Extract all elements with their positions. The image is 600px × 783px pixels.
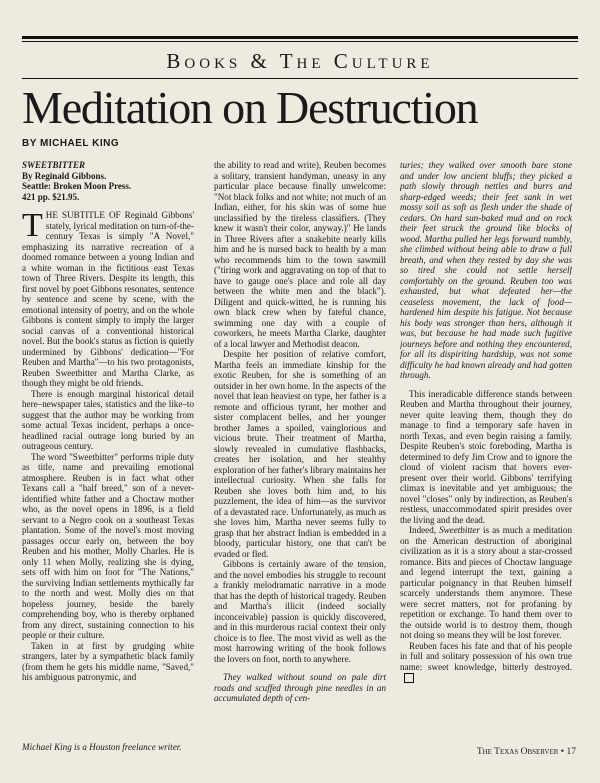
column-2 [214,160,386,750]
paragraph-text: is as much a meditation on the American destruction of aboriginal civilization as it is a story about a star-crossed romance. Bits and pieces of Choctaw language and legend interrupt the text, gaining a particular poignancy in that Reuben himself scarcely understands them anymore. These were secret matters, not for profaning by repetition or exchange. To hand them over to the outside world is to destroy them, though not doing so means they will be lost forever. [400,525,572,640]
section-rule [22,78,578,79]
paragraph-text: HE SUBTITLE OF Reginald Gibbons' stately, lyrical meditation on turn-of-the-century Texas is simply "A Novel," emphasizing its narrative recreation of a doomed romance between a young Indian and a white woman in the fictitious east Texas town of Three Rivers. Despite its length, this first novel by poet Gibbons resonates, sentence by sentence and scene by scene, with the emotional intensity of poetry, and on the whole Gibbons is content simply to imply the larger social canvas of a conventional historical novel. But the book's status as fiction is quietly undermined by Gibbons' dedication—"For Reuben and Martha"—to his two protagonists, Reuben Sweetbitter and Martha Clarke, as though they might be old friends. [22,210,194,388]
drop-cap: T [22,207,43,244]
book-author: By Reginald Gibbons. [22,170,107,181]
paragraph: Taken in at first by grudging white strangers, later by a sympathetic black family (from them he gets his middle name, "Saved," his ambiguous patronymic, and [22,640,194,682]
book-title: SWEETBITTER [22,160,86,170]
block-quote-continued: turies; they walked over smooth bare stone and under low ancient bluffs; they picked a path slowly through nettles and burrs and sharp-edged weeds; their feet sank in wet mossy soil as soft as flesh under the shade of cedars. On hard sun-baked mud and on rock their feet struck the ground like blocks of wood. Martha pulled her legs forward numbly, she climbed without being able to draw a full breath, and when they rested by day she was so tired she could not settle herself comfortably on the ground. Reuben too was exhausted, but what defeated her—the ceaseless movement, the lack of food—hardened him despite his fatigue. Not because his body was stronger than hers, although it was, but because he had made such fugitive journeys before and nothing they encountered, for all its dispiriting hardship, was not some difficulty he had known already and had gotten through. [400,160,572,380]
book-publisher: Seattle: Broken Moon Press. [22,181,132,191]
column-1 [22,160,194,750]
paragraph: This ineradicable difference stands between Reuben and Martha throughout their journey, never quite leaving them, though they do manage to find a temporary safe haven in north Texas, and even begin raising a family. Despite Reuben's stoic foreboding, Martha is determined to defy Jim Crow and to ignore the cloud of violent racism that hovers ever-present over their world. Gibbons' terrifying climax is inevitable and yet ambiguous; the novel "closes" only by indirection, as Reuben's restless, unaccommodated spirit presides over the living and the dead. [400,388,572,525]
spacer [214,664,386,672]
book-title-inline: Sweetbitter [439,525,480,535]
paragraph: Gibbons is certainly aware of the tension, and the novel embodies his struggle to recount a frankly melodramatic narrative in a mode that has the depth of historical tragedy. Reuben and Martha's illicit (indeed socially inconceivable) passion is quickly discovered, and in this murderous racial context their only choice is to flee. The most vivid as well as the most harrowing writing of the book follows the lovers on foot, north to anywhere. [214,559,386,664]
spacer [400,381,572,389]
author-note: Michael King is a Houston freelance writer. [22,742,182,752]
paragraph [400,525,572,641]
paragraph: The word "Sweetbitter" performs triple duty as title, name and prevailing emotional atmosphere. Reuben is in fact what other Texans call a "half breed," son of a never-identified white father and a Choctaw mother who, as the novel opens in 1896, is a field servant to a Negro cook on a southeast Texas plantation. Some of the novel's most moving passages occur early on, between the boy Reuben and his mother, Molly Charles. He is only 11 when Molly, realizing she is dying, sets off with him on foot for "The Nations," the surviving Indian settlements mythically far to the north and west. Molly dies on that hopeless journey, beside the barely comprehending boy, who is thereby orphaned from any direct, sustaining connection to his people or their culture. [22,451,194,640]
paragraph [22,207,194,389]
paragraph-lead: Indeed, [409,525,440,535]
paragraph [400,641,572,683]
section-header: Books & The Culture [166,49,434,73]
book-details: 421 pp. $21.95. [22,191,80,202]
top-rule-thin [22,41,578,42]
column-3 [400,160,572,750]
paragraph-text: Reuben faces his fate and that of his people in full and solitary possession of his own true name: sweet knowledge, bitterly destroyed. [400,640,572,672]
paragraph: the ability to read and write), Reuben becomes a solitary, transient handyman, uneasy in any particular place because finally unwelcome: "Not black folks and not white; not much of an Indian, either, for his skin was of some hue unclassified by the tireless classifiers. (They knew it wasn't their color, anyway.)" He lands in Three Rivers after a snakebite nearly kills him and he is nursed back to health by a man who recommends him to the town sawmill ("tiring work and aggravating on top of that to have to gauge one's place and role all day between the white men and the black"). Diligent and quick-witted, he is running his own black crew when by fateful chance, swimming one day with a couple of coworkers, he meets Martha Clarke, daughter of a local lawyer and Methodist deacon. [214,160,386,349]
paragraph: There is enough marginal historical detail here–newspaper tales, statistics and the like–to suggest that the author may be working from some actual Texas incident, perhaps a once-headlined racial outrage long buried by an outrageous century. [22,388,194,451]
top-rule [22,36,578,39]
article-title: Meditation on Destruction [22,82,478,133]
end-mark-icon [404,673,414,683]
paragraph: Despite her position of relative comfort, Martha feels an immediate kinship for the exotic Reuben, for she is something of an outsider in her own home. In the aspects of the novel that lean heaviest on type, her father is a remote and officious tyrant, her mother and sister complacent belles, and her younger brother James a spoiled, vainglorious and vicious brute. Their treatment of Martha, slowly revealed in cumulative flashbacks, creates her isolation, and her stealthy exploration of her father's library maintains her intellectual curiosity. When she falls for Reuben she loves both him and, to his puzzlement, the idea of him—as the survivor of a devastated race. Unfortunately, as much as she loves him, Martha never seems fully to grasp that her abstract Indian is embedded in a bloody, particular history, one that can't be evaded or fled. [214,349,386,559]
book-info [22,160,194,202]
block-quote: They walked without sound on pale dirt roads and scuffed through pine needles in an accumulated depth of cen- [214,672,386,703]
page-footer: The Texas Observer • 17 [476,747,576,757]
byline: BY MICHAEL KING [22,138,120,149]
